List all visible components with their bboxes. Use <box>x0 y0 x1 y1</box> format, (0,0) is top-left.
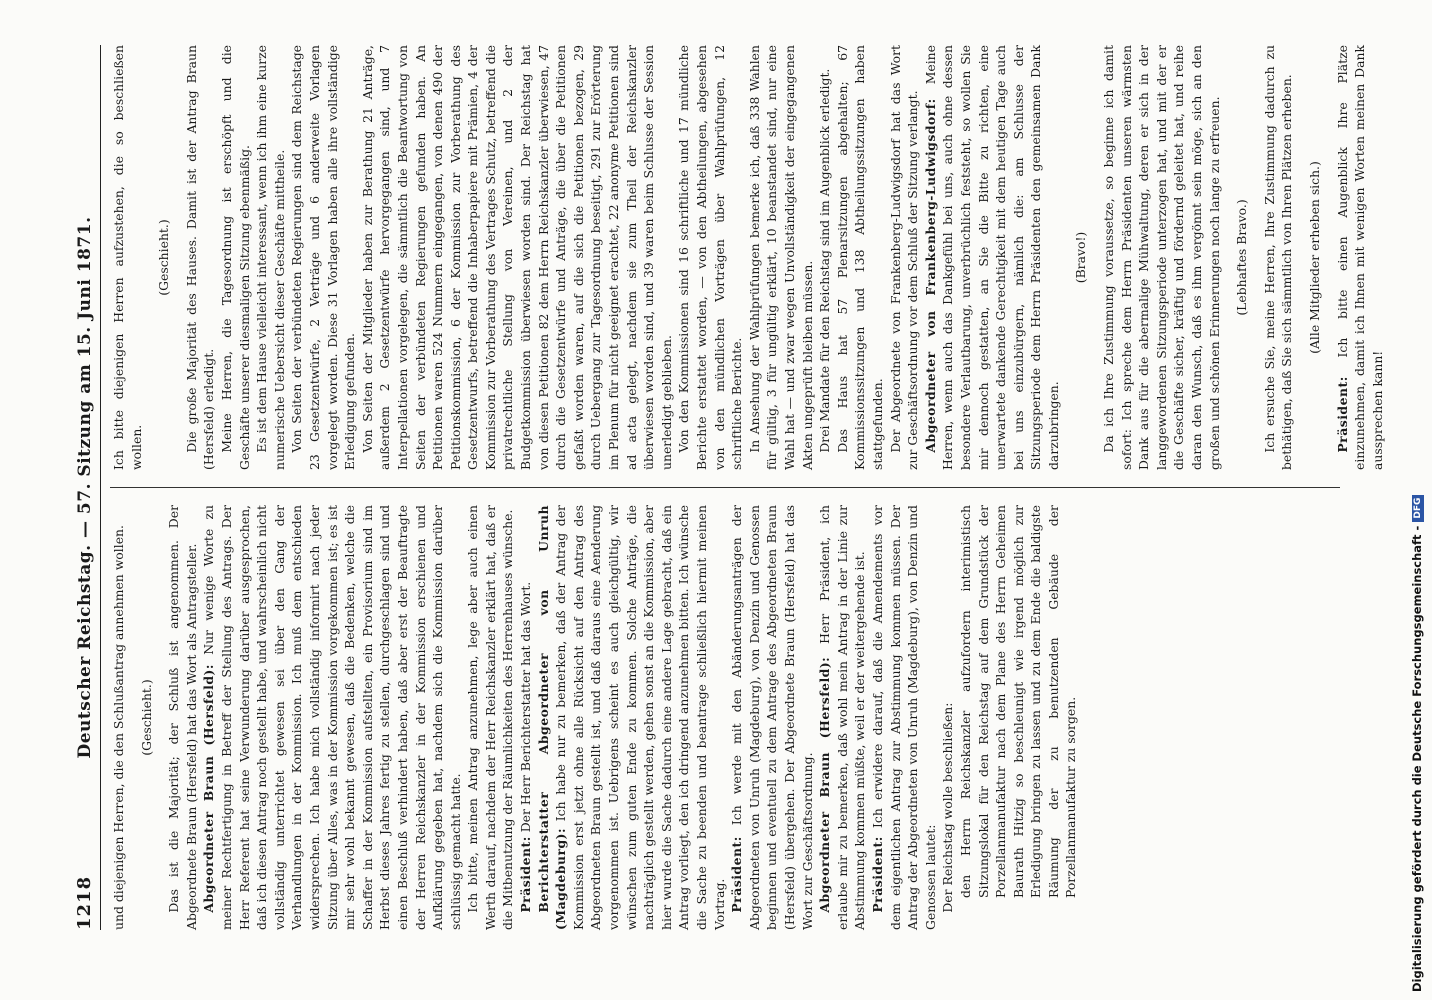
speech-paragraph <box>200 505 464 930</box>
speech-text: Herr Präsident, ich erlaube mir zu bemerken, daß wohl mein Antrag in der Linie zur Abstimmung kommen müßte, weil er der weitergehende ist. <box>817 505 868 930</box>
speaker-name: Abgeordneter von Frankenberg-Ludwigsdorf: <box>922 98 938 453</box>
dfg-logo: DFG <box>1412 495 1424 522</box>
speaker-name: Abgeordneter Braun (Hersfeld): <box>817 656 833 913</box>
text-paragraph: Das Haus hat 57 Plenarsitzungen abgehalten; 67 Kommissionssitzungen und 138 Abtheilungssitzungen haben stattgefunden. <box>834 45 885 470</box>
text-paragraph: und diejenigen Herren, die den Schlußantrag annehmen wollen. <box>111 525 126 930</box>
text-paragraph: Der Abgeordnete von Frankenberg-Ludwigsdorf hat das Wort zur Geschäftsordnung vor dem Schluß der Sitzung verlangt. <box>887 45 921 470</box>
speech-paragraph <box>869 505 939 930</box>
speaker-name: Abgeordneter Braun (Hersfeld): <box>201 664 217 913</box>
text-paragraph: In Ansehung der Wahlprüfungen bemerke ich, daß 338 Wahlen für gültig, 3 für ungültig erklärt, 10 beanstandet sind, nur eine Wahl hat — und zwar wegen Unvollständigkeit der eingegangenen Akten ungeprüft bleiben müssen. <box>746 45 815 470</box>
digitization-credit <box>1410 495 1424 992</box>
stage-direction: (Geschieht.) <box>138 679 154 756</box>
speech-paragraph <box>816 505 869 930</box>
speech-text: Ich habe nur zu bemerken, daß der Antrag der Kommission erst jetzt ohne alle Rücksicht auf den Antrag des Abgeordneten Braun gestellt ist, und daß daraus eine Aenderung vorgenommen ist. Uebrigens scheint es auch gleichgültig, wir wünschen zum guten Ende zu kommen. Solche Anträge, die nachträglich gestellt werden, gehen sonst an die Kommission, aber hier wurde die Sache dadurch eine andere Lage gebracht, daß ein Antrag vorliegt, den ich dringend anzunehmen bitten. Ich wünsche die Sache zu beenden und beantrage schließlich hiermit meinen Vortrag. <box>553 505 727 930</box>
stage-direction: (Bravo!) <box>1073 231 1089 284</box>
text-paragraph: Meine Herren, die Tagesordnung ist erschöpft und die Geschäfte unserer diesmaligen Sitzung ebenmäßig. <box>218 45 252 470</box>
text-paragraph: Ich ersuche Sie, meine Herren, Ihre Zustimmung dadurch zu bethätigen, daß Sie sich sämmtlich von Ihren Plätzen erheben. <box>1261 45 1295 470</box>
stage-direction: (Geschieht.) <box>156 219 172 296</box>
speech-text: Ich erwidere darauf, daß die Amendements vor dem eigentlichen Antrag zur Abstimmung kommen müssen. Der Antrag der Abgeordneten von Unruh (Magdeburg), von Denzin und Genossen lautet: <box>869 505 938 930</box>
text-paragraph: Da ich Ihre Zustimmung voraussetze, so beginne ich damit sofort: Ich spreche dem Herrn Präsidenten unseren wärmsten Dank aus für die abermalige Mühwaltung, deren er sich in der langgewordenen Sitzungsperiode unterzogen hat, und mit der er die Geschäfte sicher, kräftig und fördernd geleitet hat, und reihe daran den Wunsch, daß es ihm vergönnt sein möge, sich an den großen und schönen Erinnerungen noch lange zu erfreuen. <box>1101 45 1222 470</box>
stage-direction: (Lebhaftes Bravo.) <box>1234 199 1250 316</box>
speech-paragraph <box>517 505 535 930</box>
speech-text: Ich bitte einen Augenblick Ihre Plätze einzunehmen, damit ich Ihnen mit wenigen Worten meinen Dank aussprechen kann! <box>1334 45 1385 470</box>
text-paragraph: Drei Mandate für den Reichstag sind im Augenblick erledigt. <box>817 68 833 453</box>
text-paragraph: Von den Kommissionen sind 16 schriftliche und 17 mündliche Berichte erstattet worden, — von den Abtheilungen, abgesehen von den mündlichen Vorträgen über Wahlprüfungen, 12 schriftliche Berichte. <box>676 45 745 470</box>
running-head: Deutscher Reichstag. — 57. Sitzung am 15. Juni 1871. <box>75 216 95 759</box>
page-number: 1218 <box>74 875 95 930</box>
speaker-name: Präsident: <box>518 836 534 913</box>
motion-line: den Herrn Reichskanzler aufzufordern interimistisch Sitzungslokal für den Reichstag auf dem Grundstück der Porzellanmanufaktur nach dem Plane des Herrn Geheimen Baurath Hitzig so beschleunigt wie irgend möglich zur Erledigung bringen zu lassen und zu dem Ende die baldigste Räumung der zu benutzenden Gebäude der Porzellanmanufaktur zu sorgen. <box>957 505 1079 898</box>
speech-text: Meine Herren, wenn auch das Dankgefühl bei uns, auch ohne dessen besondere Verlautbarung, unverbrüchlich feststeht, so wollen Sie mir dennoch gestatten, an Sie die Bitte zu richten, eine unerwartete dankende Gerechtigkeit mit dem heutigen Tage auch bei uns einzubürgern, nämlich die: am Schlusse der Sitzungsperiode dem Herrn Präsidenten den gemeinsamen Dank darzubringen. <box>922 45 1061 470</box>
text-paragraph: Ich bitte, meinen Antrag anzunehmen, lege aber auch einen Werth darauf, nachdem der Herr Reichskanzler erklärt hat, daß er die Mitbenutzung der Räumlichkeiten des Herrenhauses wünsche. <box>465 505 516 930</box>
text-paragraph: Ich bitte diejenigen Herren aufzustehen, die so beschließen wollen. <box>111 45 144 470</box>
text-paragraph: Das ist die Majorität; der Schluß ist angenommen. Der Abgeordnete Braun (Hersfeld) hat das Wort als Antragsteller. <box>166 505 199 930</box>
credit-strip <box>1000 0 1432 1000</box>
stage-direction: (Alle Mitglieder erheben sich.) <box>1307 161 1322 354</box>
speaker-name: Präsident: <box>1334 376 1350 453</box>
speech-text: Ich werde mit den Abänderungsanträgen der Abgeordneten von Unruh (Magdeburg), von Denzin und Genossen beginnen und eventuell zu dem Antrage des Abgeordneten Braun (Hersfeld) übergehen. Der Abgeordnete Braun (Hersfeld) hat das Wort zur Geschäftsordnung. <box>729 505 815 930</box>
text-paragraph: Von Seiten der verbündeten Regierungen sind dem Reichstage 23 Gesetzentwürfe, 2 Verträge und 6 anderweite Vorlagen vorgelegt worden. Diese 31 Vorlagen haben alle ihre vollständige Erledigung gefunden. <box>289 45 358 470</box>
speaker-name: Präsident: <box>729 836 745 913</box>
text-paragraph: Der Reichstag wolle beschließen: <box>940 702 956 913</box>
speech-text: Der Herr Berichterstatter hat das Wort. <box>518 581 534 833</box>
text-paragraph: Von Seiten der Mitglieder haben zur Berathung 21 Anträge, außerdem 2 Gesetzentwürfe hervorgegangen sind, und 7 Interpellationen vorgelegen, die sämmtlich die Beantwortung von Seiten der verbündeten Regierungen gefunden haben. An Petitionen waren 524 Nummern eingegangen, von denen 490 der Petitionskommission, 6 der Kommission zur Vorberathung des Gesetzentwurfs, betreffend die Inhaberpapiere mit Prämien, 4 der Kommission zur Vorberathung des Vertrages Schutz, betreffend die privatrechtliche Stellung von Vereinen, und 2 der Budgetkommission überwiesen worden sind. Der Reichstag hat von diesen Petitionen 82 dem Herrn Reichskanzler überwiesen, 47 durch die Gesetzentwürfe und Anträge, die über die Petitionen gefaßt worden waren, auf die sich die Petitionen bezogen, 29 durch Uebergang zur Tagesordnung beseitigt, 291 zur Erörterung im Plenum für nicht geeignet erachtet, 22 anonyme Petitionen sind ad acta gelegt, nachdem sie zum Theil der Reichskanzler überwiesen worden sind, und 39 waren beim Schlusse der Session unerledigt geblieben. <box>359 45 674 470</box>
credit-text: Digitalisierung gefördert durch die Deutsche Forschungsgemeinschaft - <box>1410 525 1424 992</box>
speech-paragraph <box>535 505 729 930</box>
text-paragraph: Es ist dem Hause vielleicht interessant, wenn ich ihm eine kurze numerische Uebersicht dieser Geschäfte mittheile. <box>254 45 287 470</box>
speech-paragraph <box>728 505 816 930</box>
speech-text: Nur wenige Worte zu meiner Rechtfertigung in Betreff der Stellung des Antrags. Der Herr Referent hat seine Verwunderung darüber ausgesprochen, daß ich diesen Antrag noch gestellt habe, und wahrscheinlich nicht vollständig unterrichtet gewesen sei über den Gang der Verhandlungen in der Kommission. Ich muß dem entschieden widersprechen. Ich habe mich vollständig informirt nach jeder Sitzung über Alles, was in der Kommission vorgekommen ist; es ist mir sehr wohl bekannt gewesen, daß die Bedenken, welche die Schaffer in der Kommission aufstellten, ein Provisorium sind im Herbst dieses Jahres fertig zu stellen, durchgeschlagen sind und einen Beschluß verhindert haben, daß aber erst der Beauftragte der Herren Reichskanzler in der Kommission erschienen und Aufklärung gegeben hat, nachdem sich die Kommission darüber schlüssig gemacht hatte. <box>201 505 463 930</box>
speaker-name: Präsident: <box>869 836 885 913</box>
text-paragraph: Die große Majorität des Hauses. Damit ist der Antrag Braun (Hersfeld) erledigt. <box>183 45 217 470</box>
speaker-name: Berichterstatter Abgeordneter von Unruh (Magdeburg): <box>535 505 569 930</box>
page-header <box>70 45 101 930</box>
